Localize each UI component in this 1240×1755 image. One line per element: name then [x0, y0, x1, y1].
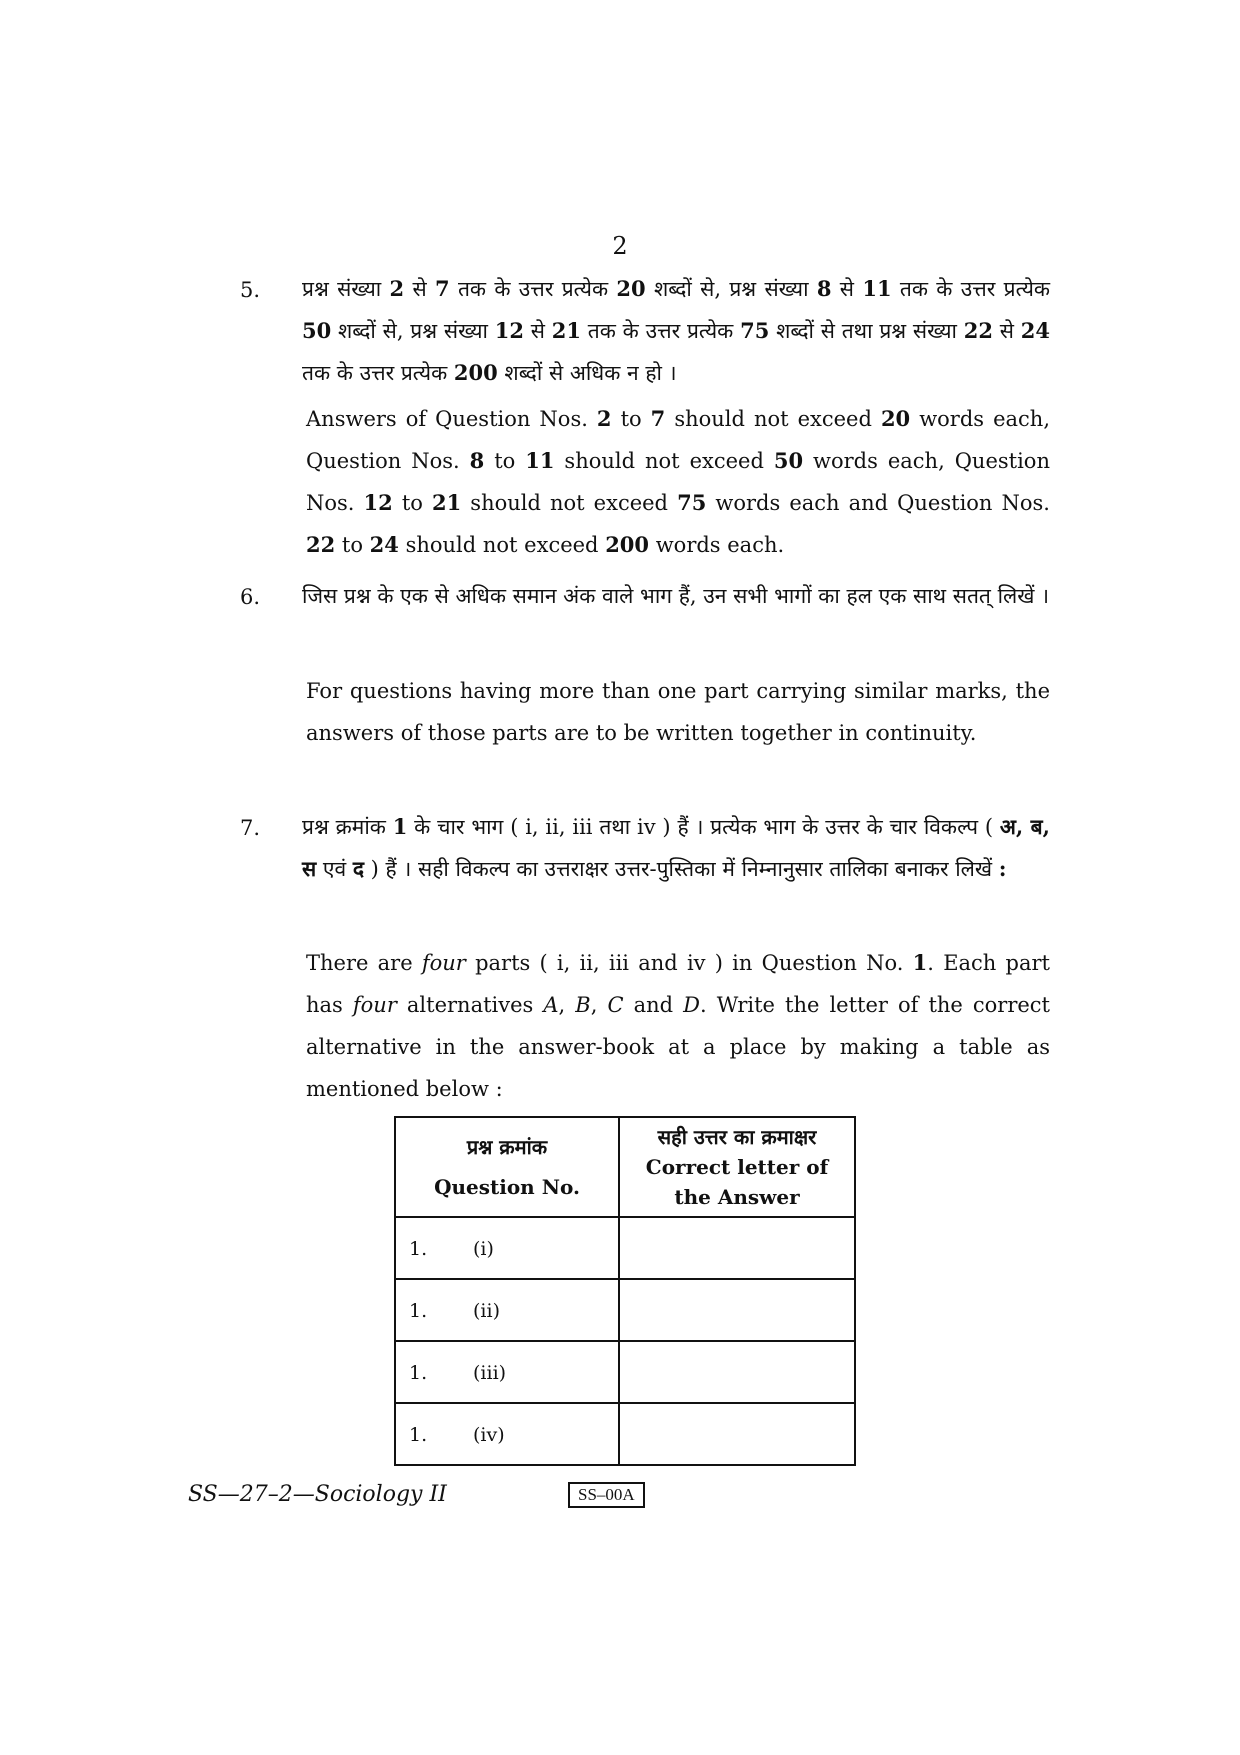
- bold-text: 12: [363, 490, 393, 515]
- italic-text: four: [352, 993, 397, 1017]
- bold-text: द: [352, 856, 364, 881]
- instruction-number: 7.: [240, 816, 261, 840]
- bold-text: 8: [469, 448, 485, 473]
- italic-text: B: [575, 993, 591, 1017]
- italic-text: A: [543, 993, 559, 1017]
- question-cell: [395, 1217, 619, 1279]
- bold-text: 11: [862, 276, 892, 301]
- instruction-english: Answers of Question Nos. 2 to 7 should not exceed 20 words each, Question Nos. 8 to 11 should not exceed 50 words each, Question Nos. 12 to 21 should not exceed 75 words each and Question Nos. 22 to 24 should not exceed 200 words each.: [306, 406, 1050, 557]
- table-row: [395, 1403, 855, 1465]
- question-number: 1.: [409, 1424, 428, 1446]
- header-question-no-english: Question No.: [434, 1175, 580, 1199]
- bold-text: 75: [677, 490, 707, 515]
- bold-text: 11: [525, 448, 555, 473]
- bold-text: 8: [816, 276, 832, 301]
- instruction-hindi: जिस प्रश्न के एक से अधिक समान अंक वाले भाग हैं, उन सभी भागों का हल एक साथ सतत् लिखें ।: [302, 584, 1050, 608]
- header-correct-letter-hindi: सही उत्तर का क्रमाक्षर: [657, 1125, 817, 1149]
- bold-text: 50: [773, 448, 804, 473]
- bold-text: 200: [453, 360, 498, 385]
- italic-text: C: [607, 993, 624, 1017]
- header-question-no: [395, 1117, 619, 1217]
- instruction-hindi: प्रश्न क्रमांक 1 के चार भाग ( i, ii, iii तथा iv ) हैं । प्रत्येक भाग के उत्तर के चार विकल्प ( अ, ब, स एवं द ) हैं । सही विकल्प का उत्तराक्षर उत्तर-पुस्तिका में निम्नानुसार तालिका बनाकर लिखें :: [302, 814, 1050, 881]
- answer-cell: [619, 1403, 855, 1465]
- bold-text: 50: [302, 318, 332, 343]
- instruction-number: 6.: [240, 585, 261, 609]
- bold-text: :: [998, 856, 1007, 881]
- answer-cell: [619, 1217, 855, 1279]
- header-question-no-hindi: प्रश्न क्रमांक: [466, 1135, 548, 1159]
- bold-text: 21: [432, 490, 462, 515]
- bold-text: 12: [494, 318, 524, 343]
- instruction-english: For questions having more than one part carrying similar marks, the answers of those parts are to be written together in continuity.: [306, 679, 1050, 745]
- bold-text: 21: [551, 318, 581, 343]
- bold-text: अ, ब, स: [302, 814, 1050, 881]
- bold-text: 7: [435, 276, 450, 301]
- answer-format-table: [394, 1116, 856, 1466]
- table-row: [395, 1279, 855, 1341]
- question-cell: [395, 1341, 619, 1403]
- paper-code-box: SS–00A: [568, 1482, 645, 1508]
- bold-text: 2: [596, 406, 612, 431]
- question-number: 1.: [409, 1238, 428, 1260]
- bold-text: 24: [369, 532, 399, 557]
- page-number: 2: [612, 232, 628, 260]
- question-cell: [395, 1403, 619, 1465]
- header-correct-letter: [619, 1117, 855, 1217]
- answer-cell: [619, 1341, 855, 1403]
- italic-text: four: [421, 951, 466, 975]
- table-header-row: [395, 1117, 855, 1217]
- header-correct-letter-english-2: the Answer: [674, 1185, 800, 1209]
- header-correct-letter-english-1: Correct letter of: [645, 1155, 829, 1179]
- paper-title: SS—27–2—Sociology II: [188, 1482, 447, 1507]
- table-row: [395, 1217, 855, 1279]
- question-number: 1.: [409, 1300, 428, 1322]
- bold-text: 22: [963, 318, 994, 343]
- question-part: (i): [473, 1238, 494, 1260]
- bold-text: 1: [912, 950, 928, 975]
- table-row: [395, 1341, 855, 1403]
- question-cell: [395, 1279, 619, 1341]
- instruction-number: 5.: [240, 278, 261, 302]
- italic-text: D: [683, 993, 700, 1017]
- bold-text: 2: [389, 276, 405, 301]
- instruction-english: There are four parts ( i, ii, iii and iv ) in Question No. 1. Each part has four alternatives A, B, C and D. Write the letter of the correct alternative in the answer-book at a place by making a table as mentioned below :: [306, 950, 1050, 1101]
- bold-text: 20: [880, 406, 911, 431]
- bold-text: 20: [616, 276, 646, 301]
- bold-text: 200: [605, 532, 650, 557]
- bold-text: 22: [306, 532, 336, 557]
- question-part: (ii): [473, 1300, 500, 1322]
- instruction-hindi: प्रश्न संख्या 2 से 7 तक के उत्तर प्रत्येक 20 शब्दों से, प्रश्न संख्या 8 से 11 तक के उत्तर प्रत्येक 50 शब्दों से, प्रश्न संख्या 12 से 21 तक के उत्तर प्रत्येक 75 शब्दों से तथा प्रश्न संख्या 22 से 24 तक के उत्तर प्रत्येक 200 शब्दों से अधिक न हो ।: [302, 276, 1051, 385]
- answer-cell: [619, 1279, 855, 1341]
- bold-text: 75: [740, 318, 770, 343]
- question-part: (iv): [473, 1424, 505, 1446]
- bold-text: 24: [1020, 318, 1051, 343]
- bold-text: 7: [650, 406, 666, 431]
- question-number: 1.: [409, 1362, 428, 1384]
- bold-text: 1: [392, 814, 408, 839]
- question-part: (iii): [473, 1362, 507, 1384]
